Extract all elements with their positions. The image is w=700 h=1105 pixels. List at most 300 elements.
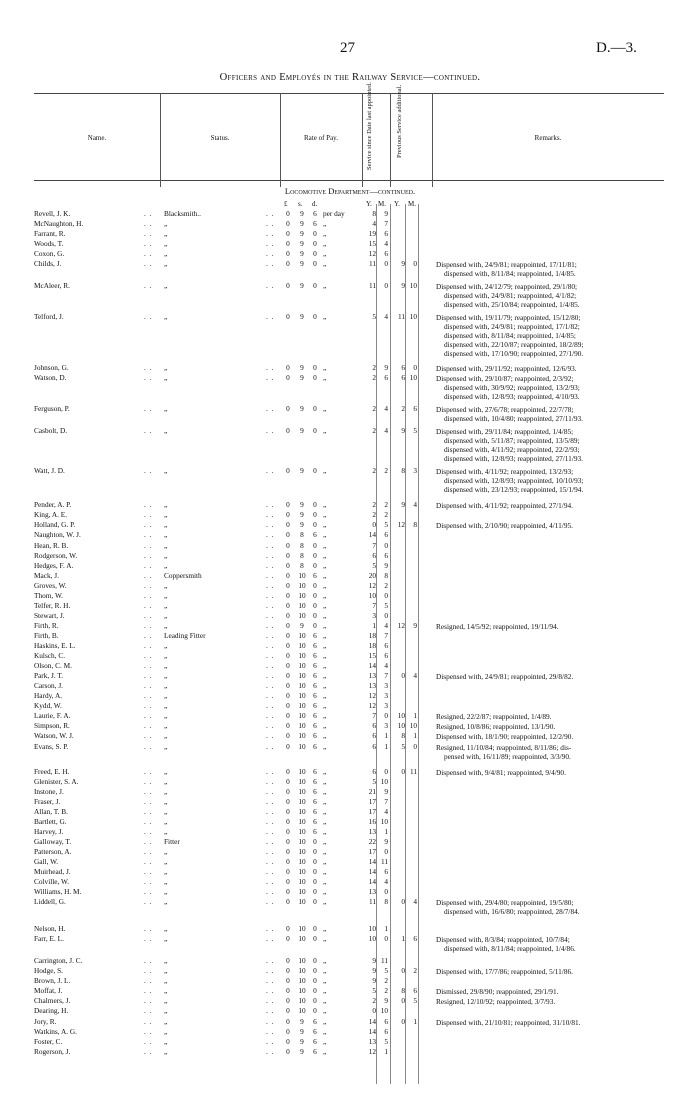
remarks-cell — [436, 768, 674, 777]
leader-dots: . . — [266, 897, 275, 907]
table-row — [0, 572, 700, 582]
pay-pounds: 0 — [286, 924, 290, 934]
service-months: 9 — [384, 836, 388, 846]
pay-shillings: 10 — [298, 786, 306, 796]
pay-pence: 6 — [313, 806, 317, 816]
pay-pence: 0 — [313, 856, 317, 866]
service-months: 9 — [384, 560, 388, 570]
table-row — [0, 662, 700, 672]
pay-pence: 0 — [313, 877, 317, 887]
pay-pence: 0 — [313, 836, 317, 846]
unit-pounds: £ — [284, 200, 288, 208]
pay-shillings: 10 — [298, 651, 306, 661]
employee-name: Laurie, F. A. — [34, 711, 71, 721]
leader-dots: . . — [144, 239, 153, 249]
leader-dots: . . — [266, 1046, 275, 1056]
service-years: 6 — [372, 731, 376, 741]
employee-status: „ — [164, 520, 168, 530]
employee-status: „ — [164, 590, 168, 600]
remarks-cell — [436, 935, 674, 953]
pay-period: „ — [323, 934, 327, 944]
previous-years: 9 — [401, 259, 405, 269]
previous-months: 9 — [413, 620, 417, 630]
previous-years: 0 — [401, 897, 405, 907]
remark-line: dispensed with, 23/12/93; reappointed, 15/1/94. — [444, 485, 584, 495]
pay-pounds: 0 — [286, 590, 290, 600]
employee-status: „ — [164, 641, 168, 650]
pay-pounds: 0 — [286, 661, 290, 671]
pay-pounds: 0 — [286, 510, 290, 520]
pay-pence: 0 — [313, 600, 317, 610]
employee-status: „ — [164, 363, 168, 373]
employee-name: Simpson, R. — [34, 721, 70, 731]
service-months: 5 — [384, 600, 388, 610]
pay-shillings: 9 — [300, 229, 304, 239]
service-years: 2 — [372, 466, 376, 476]
remark-line: Dispensed with, 24/12/79; reappointed, 29/1/80; — [436, 282, 578, 292]
pay-pence: 0 — [313, 229, 317, 239]
employee-name: Casbolt, D. — [34, 426, 68, 436]
pay-pence: 0 — [313, 590, 317, 600]
leader-dots: . . — [266, 590, 275, 600]
pay-pence: 0 — [313, 996, 317, 1006]
table-row — [0, 511, 700, 521]
pay-period: „ — [323, 466, 327, 476]
employee-name: Moffat, J. — [34, 986, 63, 996]
leader-dots: . . — [144, 570, 153, 580]
service-years: 5 — [372, 776, 376, 786]
previous-months: 10 — [409, 312, 417, 322]
pay-shillings: 10 — [298, 836, 306, 846]
pay-pounds: 0 — [286, 1036, 290, 1046]
employee-name: Hedges, F. A. — [34, 560, 74, 570]
remark-line: Dispensed with, 24/9/81; reappointed, 29/8/82. — [436, 672, 574, 682]
pay-pence: 6 — [313, 1036, 317, 1046]
employee-name: Allan, T. B. — [34, 806, 68, 816]
service-months: 3 — [384, 691, 388, 701]
leader-dots: . . — [266, 530, 275, 540]
service-years: 13 — [368, 681, 376, 691]
remarks-cell — [436, 282, 674, 309]
employee-name: Pender, A. P. — [34, 500, 72, 510]
leader-dots: . . — [144, 806, 153, 816]
leader-dots: . . — [144, 836, 153, 846]
remark-line: dispensed with, 8/11/84; reappointed, 1/4/85. — [444, 269, 576, 279]
service-years: 9 — [372, 956, 376, 966]
service-months: 2 — [384, 510, 388, 520]
leader-dots: . . — [266, 796, 275, 806]
pay-pounds: 0 — [286, 741, 290, 751]
pay-shillings: 9 — [300, 249, 304, 259]
table-row — [0, 868, 700, 878]
employee-name: Watson, D. — [34, 373, 67, 383]
pay-pounds: 0 — [286, 651, 290, 661]
employee-name: Glenister, S. A. — [34, 776, 79, 786]
leader-dots: . . — [144, 996, 153, 1006]
remarks-cell — [436, 467, 674, 494]
remark-line: Dispensed with, 27/6/78; reappointed, 22/7/78; — [436, 405, 574, 415]
service-years: 5 — [372, 312, 376, 322]
pay-shillings: 10 — [298, 996, 306, 1006]
employee-name: Telford, J. — [34, 312, 64, 322]
employee-name: Woods, T. — [34, 239, 64, 249]
leader-dots: . . — [266, 806, 275, 816]
leader-dots: . . — [266, 1036, 275, 1046]
pay-pounds: 0 — [286, 520, 290, 530]
service-months: 0 — [384, 887, 388, 897]
previous-months: 0 — [413, 363, 417, 373]
employee-status: „ — [164, 816, 168, 826]
pay-shillings: 9 — [300, 620, 304, 630]
leader-dots: . . — [266, 986, 275, 996]
employee-status: Coppersmith — [164, 570, 202, 580]
leader-dots: . . — [144, 281, 153, 291]
leader-dots: . . — [144, 590, 153, 600]
leader-dots: . . — [144, 731, 153, 741]
pay-pence: 6 — [313, 786, 317, 796]
pay-shillings: 9 — [300, 510, 304, 520]
leader-dots: . . — [266, 826, 275, 836]
leader-dots: . . — [144, 867, 153, 876]
remark-line: Dispensed with, 4/11/92; reappointed, 27/1/94. — [436, 501, 573, 511]
employee-name: Groves, W. — [34, 580, 67, 590]
table-row — [0, 858, 700, 868]
leader-dots: . . — [144, 520, 153, 530]
leader-dots: . . — [266, 976, 275, 986]
leader-dots: . . — [266, 312, 275, 322]
previous-years: 9 — [401, 500, 405, 510]
service-years: 6 — [372, 550, 376, 560]
previous-years: 8 — [401, 986, 405, 996]
leader-dots: . . — [144, 641, 153, 650]
leader-dots: . . — [266, 641, 275, 650]
table-row — [0, 1028, 700, 1038]
pay-shillings: 10 — [298, 661, 306, 671]
remarks-cell — [436, 1018, 674, 1027]
pay-pounds: 0 — [286, 867, 290, 876]
table-row — [0, 828, 700, 838]
pay-pounds: 0 — [286, 1046, 290, 1056]
service-months: 4 — [384, 239, 388, 249]
employee-name: Watkins, A. G. — [34, 1026, 77, 1036]
pay-shillings: 10 — [298, 711, 306, 721]
employee-name: Coxon, G. — [34, 249, 65, 259]
pay-pence: 6 — [313, 1026, 317, 1036]
pay-pounds: 0 — [286, 956, 290, 966]
pay-pence: 6 — [313, 691, 317, 701]
pay-pence: 6 — [313, 796, 317, 806]
pay-pounds: 0 — [286, 570, 290, 580]
pay-pence: 0 — [313, 580, 317, 590]
service-months: 10 — [380, 816, 388, 826]
service-months: 0 — [384, 711, 388, 721]
leader-dots: . . — [266, 887, 275, 897]
pay-pounds: 0 — [286, 404, 290, 414]
pay-pence: 0 — [313, 924, 317, 934]
remark-line: dispensed with, 24/9/81; reappointed, 17/1/82; — [444, 322, 580, 332]
pay-shillings: 10 — [298, 826, 306, 836]
pay-pence: 0 — [313, 510, 317, 520]
pay-pounds: 0 — [286, 671, 290, 681]
employee-status: „ — [164, 1036, 168, 1046]
leader-dots: . . — [266, 426, 275, 436]
service-months: 5 — [384, 1036, 388, 1046]
table-row — [0, 230, 700, 240]
remark-line: Dismissed, 29/8/90; reappointed, 29/1/91. — [436, 987, 559, 997]
pay-pounds: 0 — [286, 766, 290, 776]
service-months: 5 — [384, 966, 388, 976]
previous-years: 10 — [397, 721, 405, 731]
pay-period: „ — [323, 956, 327, 966]
pay-shillings: 9 — [300, 426, 304, 436]
employee-name: Farrant, R. — [34, 229, 66, 239]
leader-dots: . . — [266, 229, 275, 239]
pay-pounds: 0 — [286, 363, 290, 373]
remarks-cell — [436, 997, 674, 1006]
service-years: 14 — [368, 877, 376, 887]
table-row — [0, 632, 700, 642]
pay-pence: 0 — [313, 540, 317, 550]
table-row — [0, 220, 700, 230]
pay-shillings: 10 — [298, 691, 306, 701]
employee-name: Park, J. T. — [34, 671, 64, 681]
pay-period: „ — [323, 249, 327, 259]
service-months: 6 — [384, 651, 388, 661]
service-years: 7 — [372, 600, 376, 610]
unit-years: Y. — [366, 200, 372, 208]
previous-months: 10 — [409, 281, 417, 291]
service-months: 3 — [384, 701, 388, 711]
leader-dots: . . — [144, 691, 153, 701]
service-months: 0 — [384, 846, 388, 856]
service-months: 9 — [384, 363, 388, 373]
table-row — [0, 977, 700, 987]
pay-pounds: 0 — [286, 996, 290, 1006]
service-months: 4 — [384, 806, 388, 816]
leader-dots: . . — [266, 209, 275, 218]
pay-shillings: 10 — [298, 580, 306, 590]
employee-name: Ferguson, P. — [34, 404, 70, 414]
service-months: 1 — [384, 1046, 388, 1056]
service-years: 4 — [372, 219, 376, 229]
pay-pounds: 0 — [286, 701, 290, 711]
leader-dots: . . — [266, 721, 275, 731]
pay-pounds: 0 — [286, 426, 290, 436]
pay-pence: 6 — [313, 661, 317, 671]
employee-name: Hean, R. B. — [34, 540, 69, 550]
employee-name: Childs, J. — [34, 259, 62, 269]
leader-dots: . . — [144, 209, 153, 218]
remark-line: Resigned, 12/10/92; reappointed, 3/7/93. — [436, 997, 556, 1007]
previous-months: 6 — [413, 986, 417, 996]
service-years: 9 — [372, 966, 376, 976]
leader-dots: . . — [266, 520, 275, 530]
employee-status: „ — [164, 404, 168, 414]
pay-period: „ — [323, 1026, 327, 1036]
employee-name: Freed, E. H. — [34, 766, 70, 776]
pay-period: „ — [323, 691, 327, 701]
pay-period: „ — [323, 671, 327, 681]
service-months: 11 — [380, 956, 388, 966]
pay-shillings: 10 — [298, 966, 306, 976]
employee-name: Brown, J. L. — [34, 976, 71, 986]
employee-status: „ — [164, 651, 168, 661]
pay-pounds: 0 — [286, 540, 290, 550]
previous-months: 10 — [409, 721, 417, 731]
pay-shillings: 10 — [298, 846, 306, 856]
pay-period: „ — [323, 856, 327, 866]
pay-shillings: 10 — [298, 924, 306, 934]
leader-dots: . . — [266, 766, 275, 776]
pay-pounds: 0 — [286, 466, 290, 476]
leader-dots: . . — [266, 550, 275, 560]
pay-pounds: 0 — [286, 560, 290, 570]
previous-years: 2 — [401, 404, 405, 414]
header-divider — [390, 93, 391, 187]
leader-dots: . . — [144, 620, 153, 630]
pay-period: „ — [323, 600, 327, 610]
service-years: 7 — [372, 540, 376, 550]
unit-pence: d. — [312, 200, 318, 208]
service-years: 20 — [368, 570, 376, 580]
service-months: 0 — [384, 540, 388, 550]
leader-dots: . . — [144, 363, 153, 373]
employee-status: „ — [164, 1006, 168, 1016]
pay-shillings: 10 — [298, 766, 306, 776]
service-months: 0 — [384, 610, 388, 620]
previous-months: 1 — [413, 711, 417, 721]
previous-years: 8 — [401, 731, 405, 741]
employee-name: Dearing, H. — [34, 1006, 69, 1016]
leader-dots: . . — [144, 966, 153, 976]
employee-name: McAleer, R. — [34, 281, 70, 291]
leader-dots: . . — [144, 826, 153, 836]
leader-dots: . . — [144, 924, 153, 934]
service-years: 5 — [372, 986, 376, 996]
employee-name: Colville, W. — [34, 877, 70, 887]
service-months: 3 — [384, 681, 388, 691]
previous-months: 4 — [413, 500, 417, 510]
pay-shillings: 10 — [298, 776, 306, 786]
employee-status: „ — [164, 259, 168, 269]
table-row — [0, 250, 700, 260]
pay-pounds: 0 — [286, 816, 290, 826]
employee-status: „ — [164, 312, 168, 322]
pay-pence: 0 — [313, 249, 317, 259]
remarks-cell — [436, 967, 674, 976]
leader-dots: . . — [144, 711, 153, 721]
employee-status: „ — [164, 550, 168, 560]
pay-pence: 0 — [313, 500, 317, 510]
leader-dots: . . — [266, 776, 275, 786]
employee-status: „ — [164, 786, 168, 796]
service-months: 6 — [384, 641, 388, 650]
pay-period: „ — [323, 550, 327, 560]
previous-years: 6 — [401, 373, 405, 383]
header-bottom-rule — [34, 180, 664, 181]
pay-pence: 0 — [313, 312, 317, 322]
pay-pence: 0 — [313, 520, 317, 530]
remark-line: Dispensed with, 29/4/80; reappointed, 19/5/80; — [436, 898, 574, 908]
service-years: 12 — [368, 701, 376, 711]
previous-months: 5 — [413, 996, 417, 1006]
remark-line: dispensed with, 4/11/92; reappointed, 22/2/93; — [444, 445, 580, 455]
remark-line: Dispensed with, 8/3/84; reappointed, 10/7/84; — [436, 935, 570, 945]
service-years: 5 — [372, 560, 376, 570]
service-years: 10 — [368, 590, 376, 600]
service-months: 7 — [384, 796, 388, 806]
leader-dots: . . — [266, 816, 275, 826]
leader-dots: . . — [144, 560, 153, 570]
employee-status: „ — [164, 580, 168, 590]
leader-dots: . . — [144, 229, 153, 239]
leader-dots: . . — [144, 530, 153, 540]
pay-period: „ — [323, 877, 327, 887]
service-months: 7 — [384, 671, 388, 681]
service-years: 17 — [368, 806, 376, 816]
header-rate: Rate of Pay. — [304, 134, 338, 142]
previous-months: 1 — [413, 731, 417, 741]
employee-status: „ — [164, 249, 168, 259]
table-row — [0, 602, 700, 612]
service-years: 6 — [372, 741, 376, 751]
remark-line: Dispensed with, 19/11/79; reappointed, 15/12/80; — [436, 313, 581, 323]
pay-pence: 6 — [313, 701, 317, 711]
pay-period: „ — [323, 1006, 327, 1016]
employee-status: „ — [164, 373, 168, 383]
employee-status: „ — [164, 691, 168, 701]
leader-dots: . . — [144, 956, 153, 966]
employee-name: Olson, C. M. — [34, 661, 72, 671]
service-years: 2 — [372, 500, 376, 510]
employee-status: „ — [164, 776, 168, 786]
table-row — [0, 957, 700, 967]
pay-period: „ — [323, 976, 327, 986]
pay-period: „ — [323, 373, 327, 383]
table-row — [0, 798, 700, 808]
table-row — [0, 562, 700, 572]
remarks-cell — [436, 622, 674, 631]
previous-months: 11 — [409, 766, 417, 776]
leader-dots: . . — [144, 373, 153, 383]
previous-years: 12 — [397, 620, 405, 630]
leader-dots: . . — [266, 701, 275, 711]
previous-months: 6 — [413, 934, 417, 944]
leader-dots: . . — [144, 816, 153, 826]
leader-dots: . . — [144, 1026, 153, 1036]
service-months: 6 — [384, 550, 388, 560]
table-row — [0, 692, 700, 702]
employee-name: Williams, H. M. — [34, 887, 82, 897]
pay-period: „ — [323, 510, 327, 520]
employee-name: Holland, G. P. — [34, 520, 76, 530]
pay-period: „ — [323, 996, 327, 1006]
employee-name: Rogerson, J. — [34, 1046, 71, 1056]
leader-dots: . . — [144, 1036, 153, 1046]
pay-shillings: 9 — [300, 1026, 304, 1036]
service-months: 4 — [384, 661, 388, 671]
pay-period: „ — [323, 766, 327, 776]
remark-line: dispensed with, 30/9/92; reappointed, 13/2/93; — [444, 383, 580, 393]
previous-years: 0 — [401, 671, 405, 681]
pay-pence: 6 — [313, 530, 317, 540]
employee-status: „ — [164, 986, 168, 996]
employee-status: „ — [164, 846, 168, 856]
table-row — [0, 240, 700, 250]
leader-dots: . . — [266, 466, 275, 476]
leader-dots: . . — [144, 510, 153, 520]
previous-months: 10 — [409, 373, 417, 383]
